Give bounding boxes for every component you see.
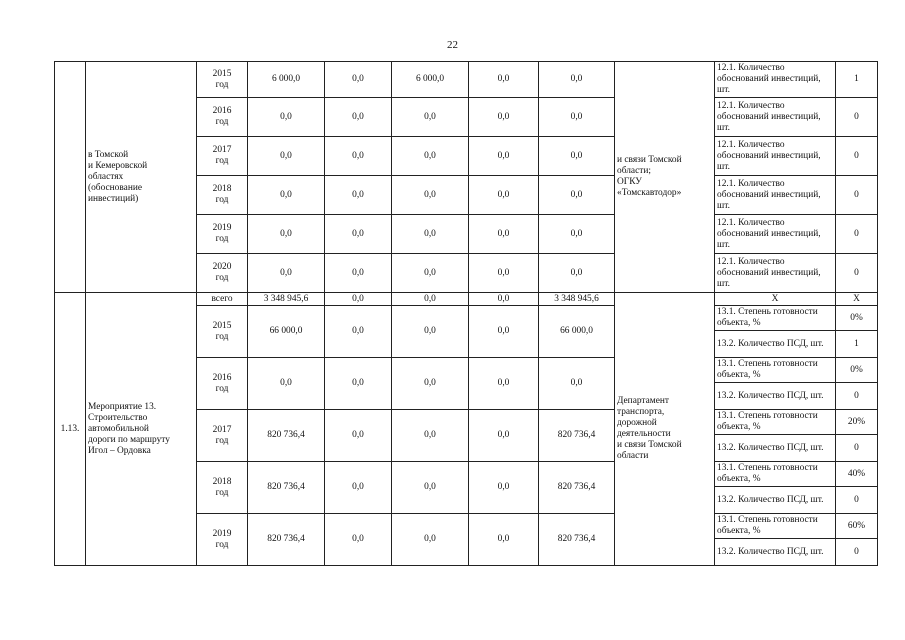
total-cell: 66 000,0 — [248, 306, 325, 358]
year-cell: 2020 год — [197, 254, 248, 293]
table-row — [55, 62, 878, 98]
indicator-cell: 12.1. Количество обоснований инвестиций, шт. — [715, 254, 836, 293]
other-cell: 3 348 945,6 — [539, 293, 615, 306]
regional-cell: 0,0 — [392, 137, 469, 176]
indicator-cell: 13.2. Количество ПСД, шт. — [715, 487, 836, 514]
total-cell: 0,0 — [248, 137, 325, 176]
year-cell: 2019 год — [197, 215, 248, 254]
other-cell: 820 736,4 — [539, 462, 615, 514]
year-cell: 2015 год — [197, 62, 248, 98]
year-cell: 2019 год — [197, 514, 248, 566]
year-cell: 2018 год — [197, 462, 248, 514]
indicator-cell: 13.1. Степень готовности объекта, % — [715, 514, 836, 539]
local-cell: 0,0 — [469, 514, 539, 566]
total-cell: 820 736,4 — [248, 410, 325, 462]
federal-cell: 0,0 — [325, 176, 392, 215]
event-description: в Томской и Кемеровской областях (обоснование инвестиций) — [86, 62, 197, 293]
regional-cell: 0,0 — [392, 176, 469, 215]
indicator-cell: 12.1. Количество обоснований инвестиций, шт. — [715, 176, 836, 215]
other-cell: 0,0 — [539, 62, 615, 98]
regional-cell: 0,0 — [392, 410, 469, 462]
total-cell: 3 348 945,6 — [248, 293, 325, 306]
indicator-cell: Х — [715, 293, 836, 306]
total-cell: 0,0 — [248, 98, 325, 137]
year-cell: 2018 год — [197, 176, 248, 215]
other-cell: 0,0 — [539, 137, 615, 176]
federal-cell: 0,0 — [325, 137, 392, 176]
table-row — [55, 293, 878, 306]
local-cell: 0,0 — [469, 254, 539, 293]
other-cell: 0,0 — [539, 98, 615, 137]
total-cell: 6 000,0 — [248, 62, 325, 98]
local-cell: 0,0 — [469, 215, 539, 254]
indicator-value-cell: 0 — [836, 254, 878, 293]
indicator-cell: 13.2. Количество ПСД, шт. — [715, 383, 836, 410]
total-cell: 820 736,4 — [248, 462, 325, 514]
program-table — [54, 61, 878, 566]
other-cell: 820 736,4 — [539, 514, 615, 566]
table-body — [55, 62, 878, 566]
other-cell: 66 000,0 — [539, 306, 615, 358]
total-cell: 820 736,4 — [248, 514, 325, 566]
indicator-value-cell: 20% — [836, 410, 878, 435]
federal-cell: 0,0 — [325, 514, 392, 566]
other-cell: 0,0 — [539, 358, 615, 410]
regional-cell: 0,0 — [392, 358, 469, 410]
other-cell: 0,0 — [539, 254, 615, 293]
regional-cell: 6 000,0 — [392, 62, 469, 98]
other-cell: 820 736,4 — [539, 410, 615, 462]
regional-cell: 0,0 — [392, 293, 469, 306]
indicator-value-cell: 0 — [836, 383, 878, 410]
row-number-cell — [55, 62, 86, 293]
row-number-cell: 1.13. — [55, 293, 86, 566]
federal-cell: 0,0 — [325, 98, 392, 137]
federal-cell: 0,0 — [325, 410, 392, 462]
federal-cell: 0,0 — [325, 215, 392, 254]
other-cell: 0,0 — [539, 215, 615, 254]
local-cell: 0,0 — [469, 137, 539, 176]
indicator-value-cell: 0 — [836, 435, 878, 462]
regional-cell: 0,0 — [392, 215, 469, 254]
total-cell: 0,0 — [248, 176, 325, 215]
indicator-value-cell: 0 — [836, 176, 878, 215]
indicator-cell: 12.1. Количество обоснований инвестиций, шт. — [715, 137, 836, 176]
regional-cell: 0,0 — [392, 254, 469, 293]
local-cell: 0,0 — [469, 306, 539, 358]
year-cell: 2017 год — [197, 410, 248, 462]
federal-cell: 0,0 — [325, 254, 392, 293]
year-cell: всего — [197, 293, 248, 306]
indicator-cell: 13.2. Количество ПСД, шт. — [715, 435, 836, 462]
indicator-cell: 13.2. Количество ПСД, шт. — [715, 539, 836, 566]
page-number: 22 — [447, 39, 458, 51]
indicator-value-cell: 0 — [836, 539, 878, 566]
indicator-cell: 12.1. Количество обоснований инвестиций, шт. — [715, 215, 836, 254]
indicator-value-cell: 1 — [836, 62, 878, 98]
indicator-value-cell: 1 — [836, 331, 878, 358]
indicator-cell: 13.1. Степень готовности объекта, % — [715, 306, 836, 331]
indicator-value-cell: 0 — [836, 137, 878, 176]
regional-cell: 0,0 — [392, 462, 469, 514]
local-cell: 0,0 — [469, 176, 539, 215]
local-cell: 0,0 — [469, 358, 539, 410]
indicator-value-cell: 0 — [836, 215, 878, 254]
local-cell: 0,0 — [469, 410, 539, 462]
indicator-value-cell: 0% — [836, 306, 878, 331]
indicator-cell: 13.1. Степень готовности объекта, % — [715, 462, 836, 487]
indicator-cell: 12.1. Количество обоснований инвестиций, шт. — [715, 62, 836, 98]
executor-cell: Департамент транспорта, дорожной деятельности и связи Томской области — [615, 293, 715, 566]
year-cell: 2016 год — [197, 98, 248, 137]
local-cell: 0,0 — [469, 462, 539, 514]
year-cell: 2016 год — [197, 358, 248, 410]
total-cell: 0,0 — [248, 254, 325, 293]
year-cell: 2017 год — [197, 137, 248, 176]
federal-cell: 0,0 — [325, 358, 392, 410]
federal-cell: 0,0 — [325, 462, 392, 514]
event-description: Мероприятие 13. Строительство автомобильной дороги по маршруту Игол – Ордовка — [86, 293, 197, 566]
indicator-cell: 13.2. Количество ПСД, шт. — [715, 331, 836, 358]
indicator-cell: 13.1. Степень готовности объекта, % — [715, 410, 836, 435]
federal-cell: 0,0 — [325, 306, 392, 358]
indicator-value-cell: 60% — [836, 514, 878, 539]
regional-cell: 0,0 — [392, 514, 469, 566]
total-cell: 0,0 — [248, 215, 325, 254]
regional-cell: 0,0 — [392, 306, 469, 358]
local-cell: 0,0 — [469, 98, 539, 137]
total-cell: 0,0 — [248, 358, 325, 410]
federal-cell: 0,0 — [325, 293, 392, 306]
indicator-cell: 13.1. Степень готовности объекта, % — [715, 358, 836, 383]
indicator-value-cell: 0 — [836, 487, 878, 514]
year-cell: 2015 год — [197, 306, 248, 358]
federal-cell: 0,0 — [325, 62, 392, 98]
indicator-cell: 12.1. Количество обоснований инвестиций, шт. — [715, 98, 836, 137]
indicator-value-cell: 0% — [836, 358, 878, 383]
executor-cell: и связи Томской области; ОГКУ «Томскавтодор» — [615, 62, 715, 293]
regional-cell: 0,0 — [392, 98, 469, 137]
indicator-value-cell: 40% — [836, 462, 878, 487]
indicator-value-cell: 0 — [836, 98, 878, 137]
local-cell: 0,0 — [469, 62, 539, 98]
other-cell: 0,0 — [539, 176, 615, 215]
indicator-value-cell: Х — [836, 293, 878, 306]
local-cell: 0,0 — [469, 293, 539, 306]
